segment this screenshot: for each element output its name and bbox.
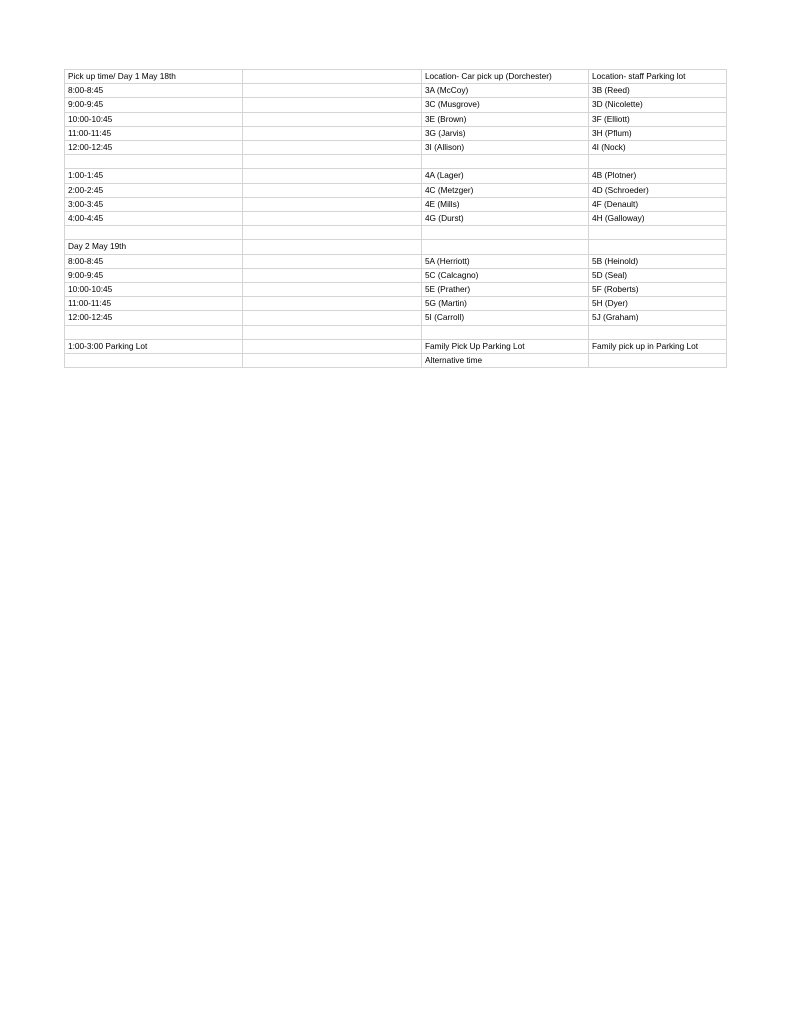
time-cell: 4:00-4:45 [65, 212, 243, 226]
table-row [65, 226, 727, 240]
table-row [65, 297, 727, 311]
time-cell [65, 354, 243, 368]
time-cell: 2:00-2:45 [65, 183, 243, 197]
blank-cell [243, 325, 421, 339]
table-row [65, 339, 727, 353]
blank-cell [243, 311, 421, 325]
time-cell: 11:00-11:45 [65, 126, 243, 140]
car-pickup-cell: 5I (Carroll) [421, 311, 588, 325]
car-pickup-cell: 4C (Metzger) [421, 183, 588, 197]
table-row [65, 70, 727, 84]
staff-lot-cell: Family pick up in Parking Lot [588, 339, 726, 353]
table-row [65, 268, 727, 282]
table-row [65, 84, 727, 98]
staff-lot-cell: 5F (Roberts) [588, 283, 726, 297]
blank-cell [243, 283, 421, 297]
staff-lot-cell: 3B (Reed) [588, 84, 726, 98]
table-row [65, 169, 727, 183]
time-cell: Pick up time/ Day 1 May 18th [65, 70, 243, 84]
time-cell: 12:00-12:45 [65, 141, 243, 155]
blank-cell [243, 155, 421, 169]
time-cell: 12:00-12:45 [65, 311, 243, 325]
table-row [65, 197, 727, 211]
blank-cell [243, 70, 421, 84]
car-pickup-cell: 5E (Prather) [421, 283, 588, 297]
staff-lot-cell: 4H (Galloway) [588, 212, 726, 226]
car-pickup-cell: Family Pick Up Parking Lot [421, 339, 588, 353]
staff-lot-cell: Location- staff Parking lot [588, 70, 726, 84]
staff-lot-cell: 3H (Pflum) [588, 126, 726, 140]
time-cell: 8:00-8:45 [65, 84, 243, 98]
blank-cell [243, 84, 421, 98]
staff-lot-cell: 4I (Nock) [588, 141, 726, 155]
time-cell: 10:00-10:45 [65, 283, 243, 297]
table-row [65, 155, 727, 169]
blank-cell [243, 141, 421, 155]
car-pickup-cell: 3A (McCoy) [421, 84, 588, 98]
table-row [65, 254, 727, 268]
time-cell: 3:00-3:45 [65, 197, 243, 211]
car-pickup-cell: Location- Car pick up (Dorchester) [421, 70, 588, 84]
table-row [65, 240, 727, 254]
time-cell: 8:00-8:45 [65, 254, 243, 268]
car-pickup-cell: 3G (Jarvis) [421, 126, 588, 140]
car-pickup-cell: Alternative time [421, 354, 588, 368]
staff-lot-cell: 4D (Schroeder) [588, 183, 726, 197]
time-cell [65, 155, 243, 169]
staff-lot-cell: 4F (Denault) [588, 197, 726, 211]
blank-cell [243, 226, 421, 240]
blank-cell [243, 354, 421, 368]
time-cell: 10:00-10:45 [65, 112, 243, 126]
blank-cell [243, 183, 421, 197]
staff-lot-cell [588, 325, 726, 339]
blank-cell [243, 126, 421, 140]
time-cell: 11:00-11:45 [65, 297, 243, 311]
staff-lot-cell [588, 240, 726, 254]
time-cell [65, 325, 243, 339]
blank-cell [243, 268, 421, 282]
car-pickup-cell: 4G (Durst) [421, 212, 588, 226]
blank-cell [243, 297, 421, 311]
car-pickup-cell [421, 325, 588, 339]
blank-cell [243, 254, 421, 268]
car-pickup-cell: 4E (Mills) [421, 197, 588, 211]
time-cell: 9:00-9:45 [65, 268, 243, 282]
blank-cell [243, 98, 421, 112]
table-row [65, 311, 727, 325]
table-row [65, 183, 727, 197]
time-cell: Day 2 May 19th [65, 240, 243, 254]
staff-lot-cell: 5B (Heinold) [588, 254, 726, 268]
pickup-schedule-body [65, 70, 727, 368]
table-row [65, 212, 727, 226]
car-pickup-cell: 5C (Calcagno) [421, 268, 588, 282]
time-cell: 9:00-9:45 [65, 98, 243, 112]
time-cell: 1:00-1:45 [65, 169, 243, 183]
table-row [65, 283, 727, 297]
blank-cell [243, 112, 421, 126]
staff-lot-cell [588, 226, 726, 240]
blank-cell [243, 339, 421, 353]
table-row [65, 126, 727, 140]
staff-lot-cell: 3D (Nicolette) [588, 98, 726, 112]
staff-lot-cell [588, 354, 726, 368]
car-pickup-cell [421, 240, 588, 254]
staff-lot-cell: 5J (Graham) [588, 311, 726, 325]
blank-cell [243, 240, 421, 254]
time-cell [65, 226, 243, 240]
blank-cell [243, 169, 421, 183]
car-pickup-cell: 3I (Allison) [421, 141, 588, 155]
car-pickup-cell [421, 226, 588, 240]
time-cell: 1:00-3:00 Parking Lot [65, 339, 243, 353]
blank-cell [243, 212, 421, 226]
table-row [65, 354, 727, 368]
table-row [65, 325, 727, 339]
table-row [65, 141, 727, 155]
car-pickup-cell: 3C (Musgrove) [421, 98, 588, 112]
table-row [65, 98, 727, 112]
staff-lot-cell: 5D (Seal) [588, 268, 726, 282]
car-pickup-cell: 4A (Lager) [421, 169, 588, 183]
car-pickup-cell: 5G (Martin) [421, 297, 588, 311]
table-row [65, 112, 727, 126]
blank-cell [243, 197, 421, 211]
car-pickup-cell: 5A (Herriott) [421, 254, 588, 268]
staff-lot-cell: 5H (Dyer) [588, 297, 726, 311]
pickup-schedule-table [64, 69, 727, 368]
staff-lot-cell [588, 155, 726, 169]
car-pickup-cell [421, 155, 588, 169]
staff-lot-cell: 4B (Plotner) [588, 169, 726, 183]
staff-lot-cell: 3F (Elliott) [588, 112, 726, 126]
car-pickup-cell: 3E (Brown) [421, 112, 588, 126]
